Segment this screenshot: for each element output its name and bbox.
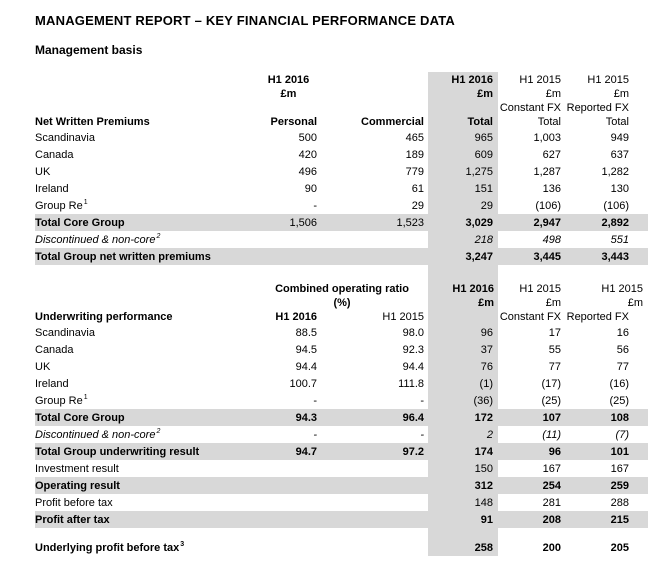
- h1-2016-total-period-header: H1 2016: [451, 74, 493, 86]
- value-cell: 151: [474, 183, 493, 195]
- value-cell: -: [313, 200, 317, 212]
- table-row: [35, 409, 648, 426]
- table-row: [35, 375, 648, 392]
- table-row: [35, 248, 648, 265]
- ratio-2015-column-header: H1 2015: [382, 311, 424, 323]
- page-subtitle: Management basis: [35, 43, 143, 57]
- reported-fx-header: Reported FX: [566, 311, 629, 323]
- ratio-unit-header: (%): [333, 297, 351, 309]
- value-cell: 96: [480, 327, 493, 339]
- value-cell: 1,287: [533, 166, 561, 178]
- value-cell: 1,275: [465, 166, 493, 178]
- value-cell: 98.0: [402, 327, 424, 339]
- value-cell: 107: [498, 409, 566, 426]
- value-cell: 465: [405, 132, 424, 144]
- unit-header: £m: [477, 88, 493, 100]
- value-cell: 609: [474, 149, 493, 161]
- row-label: Total Core Group: [35, 409, 260, 426]
- value-cell: 258: [474, 542, 493, 554]
- value-cell: 1,506: [260, 214, 321, 231]
- page-title: MANAGEMENT REPORT – KEY FINANCIAL PERFORMANCE DATA: [35, 13, 455, 28]
- value-cell: 150: [474, 463, 493, 475]
- footnote-marker: 3: [180, 541, 185, 549]
- h1-2015-constant-period-header: H1 2015: [519, 74, 561, 86]
- table-row: [35, 180, 648, 197]
- value-cell: 96: [498, 443, 566, 460]
- value-cell: 3,029: [428, 214, 498, 231]
- value-cell: 77: [616, 361, 629, 373]
- value-cell: 61: [411, 183, 424, 195]
- unit-header: £m: [627, 297, 643, 309]
- header-columns-row: [35, 115, 648, 129]
- value-cell: 288: [610, 497, 629, 509]
- period-span-header: H1 2016: [267, 74, 310, 86]
- table-row: [35, 214, 648, 231]
- value-cell: 965: [474, 132, 493, 144]
- value-cell: 498: [542, 234, 561, 246]
- value-cell: [260, 231, 321, 248]
- value-cell: 281: [542, 497, 561, 509]
- h1-2015-reported-period-header: H1 2015: [601, 283, 643, 295]
- value-cell: [321, 536, 428, 559]
- row-label: Total Group underwriting result: [35, 443, 260, 460]
- value-cell: 500: [298, 132, 317, 144]
- value-cell: [260, 477, 321, 494]
- underwriting-performance-body: [35, 324, 648, 559]
- row-label: Profit after tax: [35, 511, 260, 528]
- value-cell: 167: [610, 463, 629, 475]
- total-column-header: Total: [537, 116, 561, 128]
- net-written-premiums-body: [35, 129, 648, 265]
- table-row: [35, 511, 648, 528]
- footnote-marker: 2: [156, 428, 161, 436]
- row-label: UK: [35, 166, 51, 178]
- value-cell: 2,892: [566, 214, 648, 231]
- value-cell: 130: [610, 183, 629, 195]
- table-row: [35, 426, 648, 443]
- value-cell: -: [313, 395, 317, 407]
- row-label: Total Group net written premiums: [35, 248, 260, 265]
- footnote-marker: 2: [156, 233, 161, 241]
- value-cell: 90: [304, 183, 317, 195]
- value-cell: [260, 494, 321, 511]
- personal-column-header: Personal: [270, 116, 317, 128]
- value-cell: 1,282: [601, 166, 629, 178]
- value-cell: 76: [480, 361, 493, 373]
- value-cell: 172: [428, 409, 498, 426]
- value-cell: [260, 511, 321, 528]
- value-cell: 551: [610, 234, 629, 246]
- value-cell: 94.4: [295, 361, 317, 373]
- table-row: [35, 197, 648, 214]
- value-cell: 55: [548, 344, 561, 356]
- value-cell: (16): [609, 378, 629, 390]
- underwriting-performance-table: [35, 282, 648, 559]
- table-row: [35, 146, 648, 163]
- value-cell: 92.3: [402, 344, 424, 356]
- row-label: Ireland: [35, 183, 69, 195]
- table-row: [35, 129, 648, 146]
- value-cell: 949: [610, 132, 629, 144]
- value-cell: 2: [486, 429, 493, 441]
- value-cell: [321, 460, 428, 477]
- value-cell: 77: [548, 361, 561, 373]
- value-cell: [260, 536, 321, 559]
- table-row: [35, 494, 648, 511]
- value-cell: (1): [479, 378, 493, 390]
- value-cell: (106): [535, 200, 561, 212]
- row-label: Investment result: [35, 463, 119, 475]
- net-written-premiums-table: [35, 73, 648, 265]
- table-row: [35, 163, 648, 180]
- value-cell: 779: [405, 166, 424, 178]
- value-cell: (11): [542, 429, 561, 441]
- spacer-row: [35, 528, 648, 536]
- value-cell: 3,247: [428, 248, 498, 265]
- row-label: Operating result: [35, 477, 260, 494]
- value-cell: 3,445: [498, 248, 566, 265]
- unit-span-header: £m: [280, 88, 297, 100]
- row-label: Group Re$^1$: [35, 199, 88, 212]
- value-cell: 167: [542, 463, 561, 475]
- value-cell: 420: [298, 149, 317, 161]
- value-cell: 96.4: [321, 409, 428, 426]
- row-label: Discontinued & non-core$^2$: [35, 233, 161, 246]
- value-cell: [321, 477, 428, 494]
- value-cell: -: [313, 429, 317, 441]
- header-columns-row: [35, 310, 648, 324]
- row-label: UK: [35, 361, 51, 373]
- table-row: [35, 443, 648, 460]
- row-label: Profit before tax: [35, 497, 113, 509]
- value-cell: 215: [566, 511, 648, 528]
- value-cell: 94.3: [260, 409, 321, 426]
- value-cell: 200: [542, 542, 561, 554]
- table-title: Underwriting performance: [35, 311, 173, 323]
- unit-header: £m: [545, 297, 561, 309]
- value-cell: 627: [542, 149, 561, 161]
- value-cell: 1,003: [533, 132, 561, 144]
- ratio-2016-column-header: H1 2016: [275, 311, 317, 323]
- value-cell: [321, 231, 428, 248]
- row-label: Scandinavia: [35, 327, 95, 339]
- footnote-marker: 1: [83, 199, 88, 207]
- value-cell: (36): [473, 395, 493, 407]
- value-cell: 3,443: [566, 248, 648, 265]
- value-cell: 2,947: [498, 214, 566, 231]
- value-cell: (17): [541, 378, 561, 390]
- unit-header: £m: [545, 88, 561, 100]
- value-cell: 56: [616, 344, 629, 356]
- value-cell: 88.5: [295, 327, 317, 339]
- value-cell: 312: [428, 477, 498, 494]
- table-row: [35, 477, 648, 494]
- value-cell: 218: [474, 234, 493, 246]
- value-cell: 254: [498, 477, 566, 494]
- row-label: Total Core Group: [35, 214, 260, 231]
- row-label: Canada: [35, 149, 74, 161]
- value-cell: 29: [411, 200, 424, 212]
- header-unit-row: [35, 87, 648, 101]
- constant-fx-header: Constant FX: [499, 102, 561, 114]
- table-row: [35, 324, 648, 341]
- constant-fx-header: Constant FX: [499, 311, 561, 323]
- value-cell: 108: [566, 409, 648, 426]
- value-cell: -: [420, 395, 424, 407]
- row-label: Discontinued & non-core$^2$: [35, 428, 161, 441]
- value-cell: 259: [566, 477, 648, 494]
- value-cell: 174: [428, 443, 498, 460]
- value-cell: 637: [610, 149, 629, 161]
- table-row: [35, 460, 648, 477]
- value-cell: 189: [405, 149, 424, 161]
- ratio-span-header: Combined operating ratio: [275, 283, 409, 295]
- row-label: Scandinavia: [35, 132, 95, 144]
- commercial-column-header: Commercial: [361, 116, 424, 128]
- table-row: [35, 536, 648, 559]
- h1-2016-total-period-header: H1 2016: [452, 283, 494, 295]
- value-cell: [260, 460, 321, 477]
- value-cell: [321, 511, 428, 528]
- value-cell: 1,523: [321, 214, 428, 231]
- value-cell: 111.8: [398, 378, 424, 390]
- table-row: [35, 392, 648, 409]
- value-cell: (25): [541, 395, 561, 407]
- table-title: Net Written Premiums: [35, 116, 150, 128]
- value-cell: (25): [609, 395, 629, 407]
- value-cell: 94.7: [260, 443, 321, 460]
- value-cell: [321, 494, 428, 511]
- header-period-row: [35, 73, 648, 87]
- header-fx-row: [35, 101, 648, 115]
- value-cell: 17: [548, 327, 561, 339]
- value-cell: (106): [603, 200, 629, 212]
- unit-header: £m: [613, 88, 629, 100]
- value-cell: 94.5: [295, 344, 317, 356]
- value-cell: 205: [610, 542, 629, 554]
- header-period-row: [35, 282, 648, 296]
- value-cell: 16: [616, 327, 629, 339]
- h1-2015-reported-period-header: H1 2015: [587, 74, 629, 86]
- header-unit-row: [35, 296, 648, 310]
- h1-2015-constant-period-header: H1 2015: [519, 283, 561, 295]
- unit-header: £m: [478, 297, 494, 309]
- table-row: [35, 341, 648, 358]
- value-cell: 148: [474, 497, 493, 509]
- value-cell: -: [420, 429, 424, 441]
- total-column-header: Total: [605, 116, 629, 128]
- value-cell: (7): [615, 429, 629, 441]
- value-cell: 91: [428, 511, 498, 528]
- value-cell: 496: [298, 166, 317, 178]
- reported-fx-header: Reported FX: [566, 102, 629, 114]
- total-column-header: Total: [467, 116, 493, 128]
- value-cell: 29: [480, 200, 493, 212]
- row-label: Underlying profit before tax$^3$: [35, 541, 185, 554]
- footnote-marker: 1: [83, 394, 88, 402]
- value-cell: 37: [480, 344, 493, 356]
- table-row: [35, 358, 648, 375]
- value-cell: 136: [542, 183, 561, 195]
- value-cell: 100.7: [289, 378, 317, 390]
- value-cell: 208: [498, 511, 566, 528]
- value-cell: 97.2: [321, 443, 428, 460]
- value-cell: [260, 248, 321, 265]
- value-cell: 94.4: [402, 361, 424, 373]
- value-cell: [321, 248, 428, 265]
- row-label: Canada: [35, 344, 74, 356]
- row-label: Ireland: [35, 378, 69, 390]
- row-label: Group Re$^1$: [35, 394, 88, 407]
- table-row: [35, 231, 648, 248]
- value-cell: 101: [566, 443, 648, 460]
